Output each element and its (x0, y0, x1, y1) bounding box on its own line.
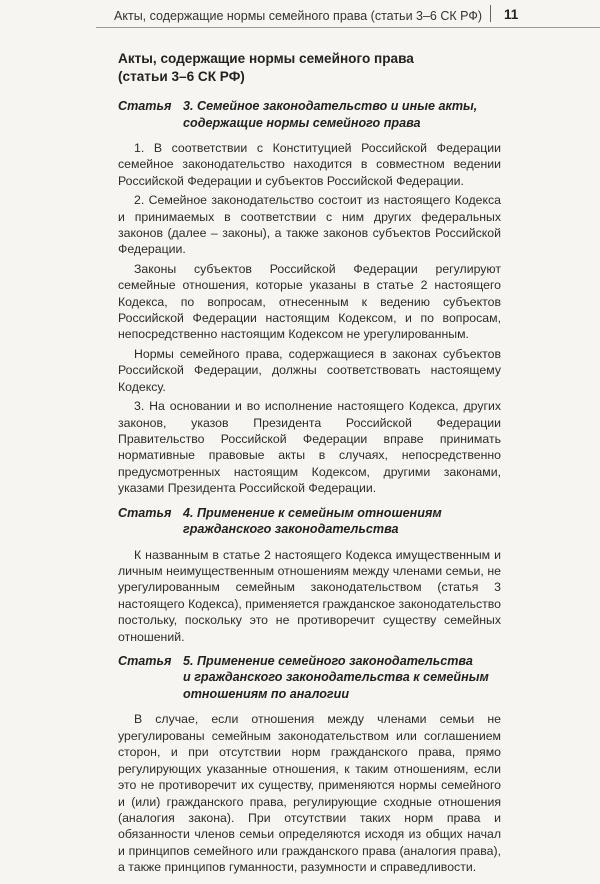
article-title-line3: отношениям по аналогии (183, 686, 350, 701)
page-body (118, 50, 501, 884)
header-rule (96, 27, 600, 28)
article-title-line1: 3. Семейное законодательство и иные акты, (183, 99, 478, 113)
paragraph: 1. В соответствии с Конституцией Российской Федерации семейное законодательство находится в совместном ведении Российской Федерации и субъектов Российской Федерации. (118, 141, 501, 188)
chapter-title-line1: Акты, содержащие нормы семейного права (118, 51, 414, 66)
article-heading (118, 505, 501, 538)
paragraph: Нормы семейного права, содержащиеся в законах субъектов Российской Федерации, должны соответствовать настоящему Кодексу. (118, 346, 501, 394)
article-word: Статья (118, 99, 172, 113)
article-title-line1: 5. Применение семейного законодательства (183, 653, 473, 668)
article-5 (118, 653, 501, 876)
article-word: Статья (118, 653, 172, 668)
paragraph: Законы субъектов Российской Федерации регулируют семейные отношения, которые указаны в статье 2 настоящего Кодекса, по вопросам, отнесенным к ведению субъектов Российской Федерации настоящим Кодексом, и по вопросам, непосредственно настоящим Кодексом не урегулированным. (118, 261, 501, 342)
article-3 (118, 98, 501, 497)
page-number: 11 (504, 7, 519, 22)
paragraph: К названным в статье 2 настоящего Кодекса имущественным и личным неимущественным отношениям между членами семьи, не урегулированным семейным законодательством (статья 3 настоящего Кодекса), применяется гражданское законодательство постольку, поскольку это не противоречит существу семейных отношений. (118, 547, 501, 644)
article-4 (118, 505, 501, 645)
article-title-line1: 4. Применение к семейным отношениям (183, 505, 442, 520)
running-header-title: Акты, содержащие нормы семейного права (статьи 3–6 СК РФ) (114, 9, 482, 23)
paragraph: В случае, если отношения между членами семьи не урегулированы семейным законодательством или соглашением сторон, и при отсутствии норм гражданского права, прямо регулирующих указанные отношения, к таким отношениям, если это не противоречит их существу, применяются нормы семейного и (или) гражданского права, регулирующие сходные отношения (аналогия закона). При отсутствии таких норм права и обязанности членов семьи определяются исходя из общих начал и принципов семейного или гражданского права (аналогия права), а также принципов гуманности, разумности и справедливости. (118, 712, 501, 875)
paragraph: 2. Семейное законодательство состоит из настоящего Кодекса и принимаемых в соответствии с ним других федеральных законов (далее – законы), а также законов субъектов Российской Федерации. (118, 193, 501, 257)
header-separator (490, 5, 491, 22)
chapter-title-line2: (статьи 3–6 СК РФ) (118, 69, 245, 84)
article-word: Статья (118, 505, 172, 520)
article-title-line2: содержащие нормы семейного права (183, 115, 421, 130)
paragraph: 3. На основании и во исполнение настоящего Кодекса, других законов, указов Президента Российской Федерации Правительство Российской Федерации вправе принимать нормативные правовые акты в случаях, непосредственно предусмотренных настоящим Кодексом, другими законами, указами Президента Российской Федерации. (118, 399, 501, 496)
article-title-line2: гражданского законодательства (183, 522, 399, 537)
chapter-title (118, 50, 501, 86)
article-heading (118, 98, 501, 131)
article-title-line2: и гражданского законодательства к семейным (183, 670, 489, 685)
article-heading (118, 653, 501, 703)
running-header (0, 0, 600, 28)
